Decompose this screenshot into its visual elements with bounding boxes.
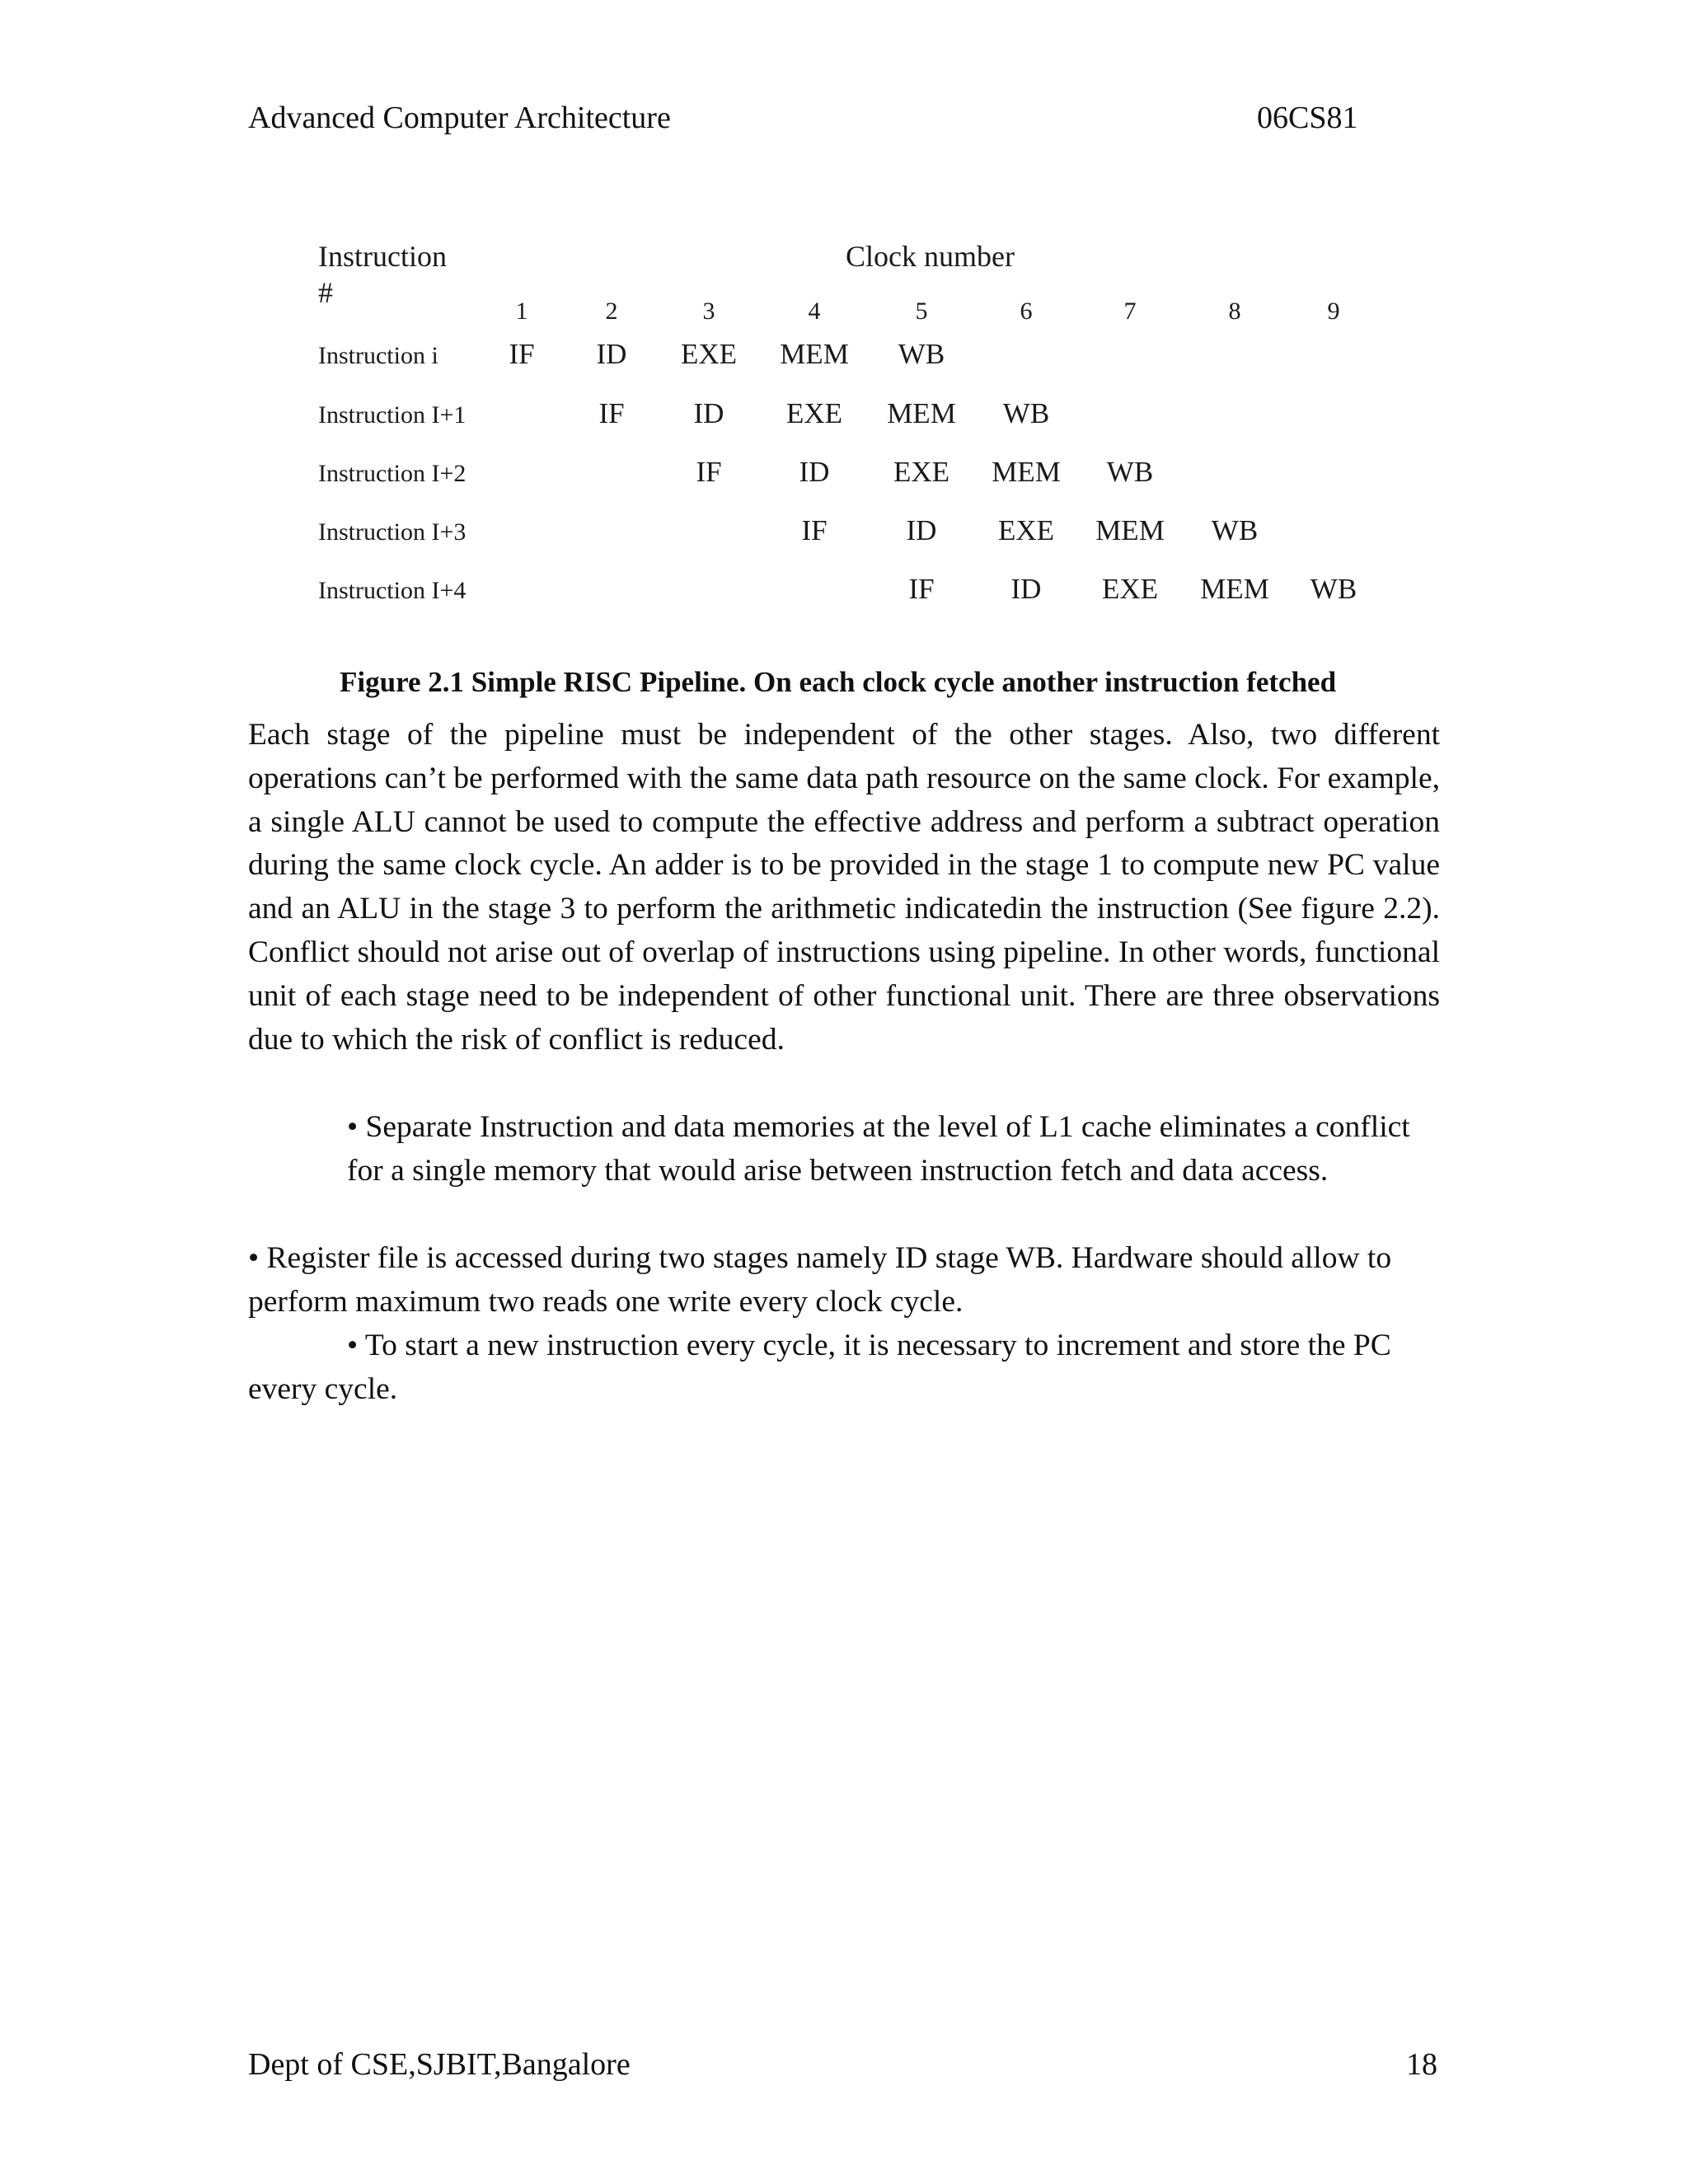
stage-wb: WB	[898, 338, 945, 370]
stage-mem: MEM	[992, 456, 1061, 488]
pipeline-figure	[0, 0, 1688, 717]
stage-exe: EXE	[785, 397, 843, 429]
clock-number-title: Clock number	[846, 240, 1015, 273]
clock-number-4: 4	[808, 298, 821, 325]
header-title: Advanced Computer Architecture	[248, 101, 671, 135]
stage-exe: EXE	[1101, 573, 1159, 605]
clock-number-7: 7	[1123, 298, 1137, 325]
page-number: 18	[1406, 2047, 1437, 2082]
stage-wb: WB	[1211, 514, 1259, 546]
clock-number-1: 1	[515, 298, 528, 325]
instruction-column-header: Instruction	[318, 240, 447, 273]
stage-wb: WB	[1106, 456, 1154, 488]
stage-exe: EXE	[893, 456, 950, 488]
bullet-separate-memories: • Separate Instruction and data memories at the level of L1 cache eliminates a conflict for a single memory that would arise between instruction fetch and data access.	[347, 1110, 1410, 1188]
row-label: Instruction I+3	[318, 518, 467, 546]
stage-id: ID	[693, 397, 724, 429]
stage-mem: MEM	[1095, 514, 1165, 546]
clock-number-2: 2	[605, 298, 618, 325]
header-course-code: 06CS81	[1257, 101, 1358, 135]
instruction-column-header-hash: #	[318, 276, 333, 309]
row-label: Instruction I+1	[318, 401, 467, 429]
stage-if: IF	[509, 338, 535, 370]
bullet-register-file: • Register file is accessed during two stages namely ID stage WB. Hardware should allow to perform maximum two reads one write every clock cycle.	[248, 1241, 1392, 1319]
stage-if: IF	[696, 456, 722, 488]
stage-if: IF	[801, 514, 828, 546]
clock-number-3: 3	[702, 298, 715, 325]
row-label: Instruction I+4	[318, 577, 467, 604]
clock-number-6: 6	[1020, 298, 1033, 325]
clock-number-8: 8	[1228, 298, 1241, 325]
bullet-increment-pc: • To start a new instruction every cycle, it is necessary to increment and store the PC every cycle.	[248, 1329, 1391, 1406]
body-paragraph: Each stage of the pipeline must be independent of the other stages. Also, two different operations can’t be performed with the same data path resource on the same clock. For example, a single ALU cannot be used to compute the effective address and perform a subtract operation during the same clock cycle. An adder is to be provided in the stage 1 to compute new PC value and an ALU in the stage 3 to perform the arithmetic indicatedin the instruction (See figure 2.2). Conflict should not arise out of overlap of instructions using pipeline. In other words, functional unit of each stage need to be independent of other functional unit. There are three observations due to which the risk of conflict is reduced.	[248, 718, 1440, 1057]
row-label: Instruction i	[318, 342, 438, 369]
stage-mem: MEM	[1200, 573, 1269, 605]
stage-wb: WB	[1310, 573, 1357, 605]
clock-number-5: 5	[915, 298, 928, 325]
stage-id: ID	[596, 338, 627, 370]
stage-mem: MEM	[887, 397, 956, 429]
stage-id: ID	[1010, 573, 1042, 605]
stage-if: IF	[598, 397, 625, 429]
footer-department: Dept of CSE,SJBIT,Bangalore	[248, 2047, 631, 2082]
stage-wb: WB	[1002, 397, 1050, 429]
stage-if: IF	[908, 573, 935, 605]
stage-mem: MEM	[780, 338, 849, 370]
clock-number-9: 9	[1327, 298, 1340, 325]
stage-id: ID	[799, 456, 830, 488]
stage-exe: EXE	[997, 514, 1055, 546]
stage-id: ID	[906, 514, 937, 546]
row-label: Instruction I+2	[318, 460, 467, 487]
stage-exe: EXE	[680, 338, 738, 370]
figure-caption: Figure 2.1 Simple RISC Pipeline. On each clock cycle another instruction fetched	[340, 666, 1337, 698]
